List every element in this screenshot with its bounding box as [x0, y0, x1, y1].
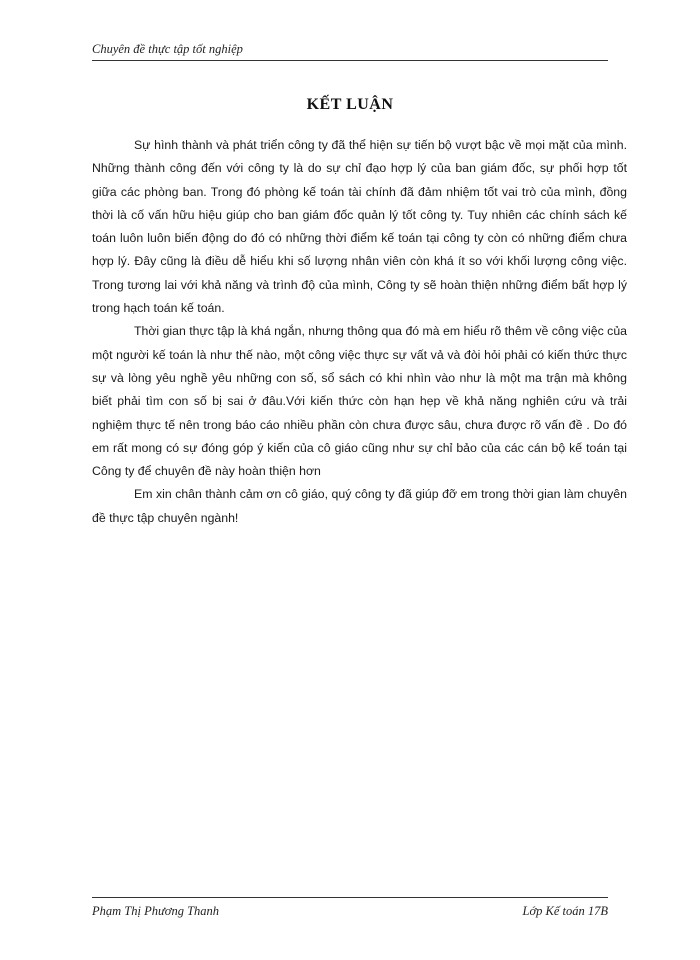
- paragraph: Sự hình thành và phát triển công ty đã thể hiện sự tiến bộ vượt bậc về mọi mặt của mình. Những thành công đến với công ty là do sự chỉ đạo hợp lý của ban giám đốc, sự phối hợp tốt giữa các phòng ban. Trong đó phòng kế toán tài chính đã đảm nhiệm tốt vai trò của mình, đồng thời là cố vấn hữu hiệu giúp cho ban giám đốc quản lý tốt công ty. Tuy nhiên các chính sách kế toán luôn luôn biến động do đó có những thời điểm kế toán tại công ty còn có những điểm chưa hợp lý. Đây cũng là điều dễ hiểu khi số lượng nhân viên còn khá ít so với khối lượng công việc. Trong tương lai với khả năng và trình độ của mình, Công ty sẽ hoàn thiện những điểm bất hợp lý trong hạch toán kế toán.: [92, 138, 627, 316]
- page-header: [92, 42, 608, 61]
- header-title: Chuyên đề thực tập tốt nghiệp: [92, 42, 243, 56]
- page-footer: [92, 897, 608, 919]
- footer-class: Lớp Kế toán 17B: [522, 904, 608, 918]
- paragraph: Em xin chân thành cảm ơn cô giáo, quý công ty đã giúp đỡ em trong thời gian làm chuyên đề thực tập chuyên ngành!: [92, 487, 627, 525]
- page-title: KẾT LUẬN: [306, 96, 394, 113]
- document-body: [92, 134, 627, 530]
- paragraph: Thời gian thực tập là khá ngắn, nhưng thông qua đó mà em hiểu rõ thêm về công việc của một người kế toán là như thế nào, một công việc thực sự vất vả và đòi hỏi phải có kiến thức thực sự và lòng yêu nghề yêu những con số, sổ sách có khi nhìn vào như là một ma trận mà không biết phải tìm con số bị sai ở đâu.Với kiến thức còn hạn hẹp về khả năng nghiên cứu và trải nghiệm thực tế nên trong báo cáo nhiều phần còn chưa được sâu, chưa được rõ vấn đề . Do đó em rất mong có sự đóng góp ý kiến của cô giáo cũng như sự chỉ bảo của các cán bộ kế toán tại Công ty để chuyên đề này hoàn thiện hơn: [92, 324, 627, 479]
- footer-author: Phạm Thị Phương Thanh: [92, 904, 220, 918]
